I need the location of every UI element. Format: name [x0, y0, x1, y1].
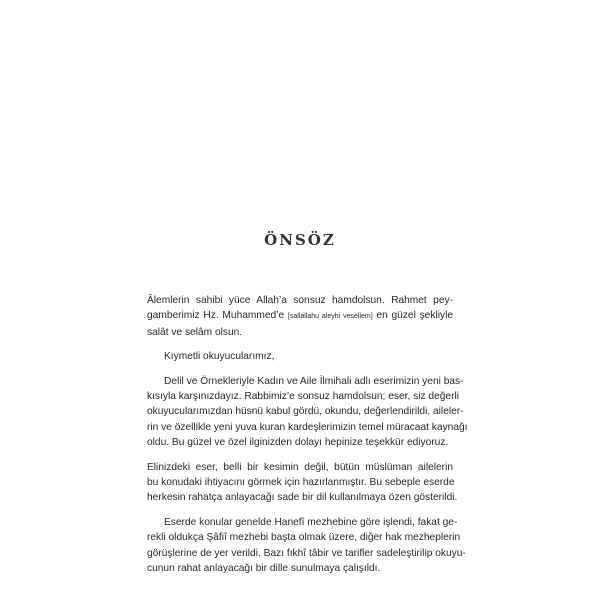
paragraph-2	[147, 349, 453, 364]
paragraph-4-line-2: bu konudaki ihtiyacını görmek için hazırlanmıştır. Bu sebeple eserde	[147, 477, 455, 489]
paragraph-5-line-2: rekli oldukça Şâfiî mezhebi başta olmak üzere, diğer hak mezheplerin	[147, 532, 461, 544]
paragraph-4-line-3: herkesin rahatça anlayacağı sade bir dil kullanılmaya özen gösterildi.	[147, 492, 458, 504]
paragraph-1-line-1: Âlemlerin sahibi yüce Allah’a sonsuz hamdolsun. Rahmet pey-	[147, 295, 453, 306]
paragraph-1-line-3: salât ve selâm olsun.	[147, 326, 243, 338]
paragraph-3-line-3: okuyucularımızdan hüsnü kabul gördü, okundu, değerlendirildi, aileler-	[147, 406, 464, 418]
paragraph-3-line-2: kısıyla karşınızdayız. Rabbimiz’e sonsuz hamdolsun; eser, siz değerli	[147, 391, 459, 403]
paragraph-5-line-4: cunun rahat anlayacağı bir dille sunulmaya çalışıldı.	[147, 563, 381, 575]
paragraph-3	[147, 374, 468, 451]
paragraph-3-line-5: oldu. Bu güzel ve özel ilginizden dolayı hepinize teşekkür ediyoruz.	[147, 437, 449, 449]
page-title: ÖNSÖZ	[264, 231, 336, 249]
paragraph-2-line-1: Kıymetli okuyucularımız,	[164, 351, 275, 363]
paragraph-4-line-1: Elinizdeki eser, belli bir kesimin değil, bütün müslüman ailelerin	[147, 461, 453, 473]
paragraph-1-line-2-start: gamberimiz Hz. Muhammed’e	[147, 310, 285, 322]
paragraph-3-line-4: rin ve özellikle yeni yuva kuran kardeşlerimizin temel müracaat kaynağı	[147, 421, 468, 433]
preface-body	[147, 293, 468, 586]
paragraph-1	[147, 293, 453, 340]
paragraph-1-line-2-end: en güzel şekliyle	[376, 310, 453, 322]
salawat-abbreviation: [sallallahu aleyhi vesellem]	[287, 313, 373, 321]
paragraph-5	[147, 515, 466, 577]
paragraph-5-line-3: görüşlerine de yer verildi. Bazı fıkhî tâbir ve tarifler sadeleştirilip okuyu-	[147, 547, 466, 559]
paragraph-3-line-1: Delil ve Örnekleriyle Kadın ve Aile İlmihali adlı eserimizin yeni bas-	[164, 375, 464, 387]
paragraph-1-line-2	[147, 308, 453, 324]
paragraph-5-line-1: Eserde konular genelde Hanefî mezhebine göre işlendi, fakat ge-	[164, 516, 458, 528]
paragraph-4	[147, 460, 458, 506]
